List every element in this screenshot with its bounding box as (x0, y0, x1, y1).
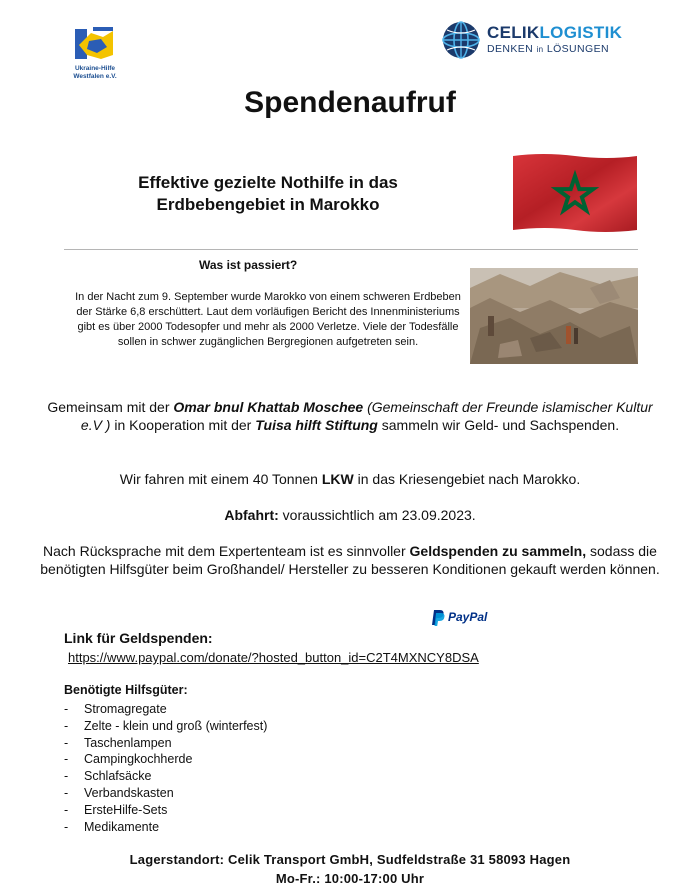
departure-text: voraussichtlich am 23.09.2023. (278, 507, 476, 523)
earthquake-rubble-photo (470, 268, 638, 364)
goods-list (64, 701, 267, 835)
list-item: - ErsteHilfe-Sets (64, 802, 168, 817)
coop-text-3: in Kooperation mit der (110, 417, 256, 433)
paypal-icon (431, 609, 445, 627)
donation-link[interactable]: https://www.paypal.com/donate/?hosted_button_id=C2T4MXNCY8DSA (68, 650, 479, 665)
ukraine-logo-line2: Westfalen e.V. (73, 73, 117, 80)
goods-item: Verbandskasten (84, 785, 174, 800)
advice-text-2: sodass die benötigten Hilfsgüter beim Großhandel/ Hersteller zu besseren Konditionen gekauft werden können. (40, 543, 660, 577)
foundation-name: Tuisa hilft Stiftung (255, 417, 378, 433)
slogan-part3: LÖSUNGEN (543, 43, 609, 55)
list-item: - Taschenlampen (64, 735, 172, 750)
celik-logo-name-part1: CELIK (487, 23, 540, 42)
departure-label: Abfahrt: (224, 507, 279, 523)
paypal-label: PayPal (448, 610, 488, 624)
coop-text-1: Gemeinsam mit der (47, 399, 174, 415)
advice-bold: Geldspenden zu sammeln, (409, 543, 587, 559)
divider (64, 249, 638, 250)
goods-item: Campingkochherde (84, 752, 193, 767)
page-title: Spendenaufruf (244, 86, 456, 119)
truck-text-2: in das Kriesengebiet nach Marokko. (353, 471, 581, 487)
slogan-part1: DENKEN (487, 43, 537, 55)
earthquake-description: In der Nacht zum 9. September wurde Marokko von einem schweren Erdbeben der Stärke 6,8 erschüttert. Laut dem vorläufigen Bericht des Innenministeriums gibt es über 2000 Todesopfer und mehr als 2000 Verletze. Viele der Todesfälle sollen in schwer zugänglichen Bergregionen aufgetreten sein. (75, 291, 461, 348)
truck-bold: LKW (321, 471, 354, 487)
coop-text-2: (Gemeinschaft der Freunde islamischer Kultur e.V ) (80, 399, 653, 433)
ukraine-hilfe-logo (70, 25, 120, 87)
subtitle-line2: Erdbebengebiet in Marokko (156, 195, 380, 214)
subtitle (118, 172, 418, 216)
ukraine-logo-line1: Ukraine-Hilfe (74, 65, 116, 72)
celik-logistik-logo (441, 20, 626, 60)
globe-icon (441, 20, 481, 60)
list-item: - Stromagregate (64, 702, 167, 716)
advice-text-1: Nach Rücksprache mit dem Expertenteam ist es sinnvoller (43, 543, 410, 559)
goods-item: Taschenlampen (84, 735, 172, 750)
goods-item: ErsteHilfe-Sets (84, 802, 168, 817)
opening-hours: Mo-Fr.: 10:00-17:00 Uhr (275, 871, 425, 886)
mosque-name: Omar bnul Khattab Moschee (173, 399, 364, 415)
goods-item: Zelte - klein und groß (winterfest) (84, 718, 268, 733)
goods-item: Schlafsäcke (84, 769, 152, 784)
truck-text-1: Wir fahren mit einem 40 Tonnen (119, 471, 322, 487)
ukraine-hilfe-icon (73, 25, 115, 65)
list-item: - Medikamente (64, 819, 160, 834)
cooperation-paragraph (40, 398, 660, 434)
list-item: - Zelte - klein und groß (winterfest) (64, 718, 268, 733)
list-item: - Campingkochherde (64, 752, 193, 767)
morocco-flag-image (513, 152, 637, 234)
list-item: - Verbandskasten (64, 785, 174, 800)
goods-heading: Benötigte Hilfsgüter: (64, 683, 188, 697)
advice-paragraph (40, 542, 660, 578)
celik-logo-slogan (487, 43, 609, 55)
celik-logo-name (487, 23, 622, 43)
departure-paragraph (40, 506, 660, 524)
truck-paragraph (40, 470, 660, 488)
subtitle-line1: Effektive gezielte Nothilfe in das (138, 173, 398, 192)
warehouse-location: Lagerstandort: Celik Transport GmbH, Sudfeldstraße 31 58093 Hagen (129, 852, 571, 867)
list-item: - Schlafsäcke (64, 769, 152, 784)
donation-link-label: Link für Geldspenden: (64, 630, 213, 646)
celik-logo-name-part2: LOGISTIK (539, 23, 623, 42)
slogan-part2: in (536, 45, 544, 54)
paypal-logo (431, 608, 501, 628)
goods-item: Stromagregate (84, 702, 167, 716)
coop-text-4: sammeln wir Geld- und Sachspenden. (377, 417, 620, 433)
section-heading-what-happened: Was ist passiert? (199, 258, 298, 272)
goods-item: Medikamente (84, 819, 160, 834)
